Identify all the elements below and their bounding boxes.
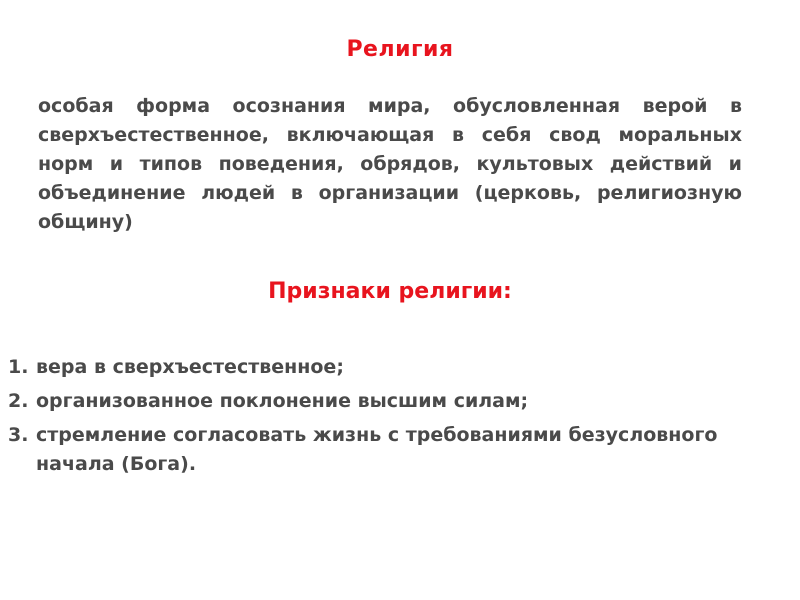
definition-text: особая форма осознания мира, обусловленная верой в сверхъестественное, включающая в себя свод моральных норм и типов поведения, обрядов, культовых действий и объединение людей в организации (церковь, религиозную общину) <box>38 95 742 233</box>
list-item <box>8 353 753 382</box>
list-item <box>8 387 753 416</box>
list-item-number: 1. <box>8 356 29 378</box>
list-item <box>8 421 753 479</box>
slide-title: Религия <box>346 37 454 62</box>
list-item-text: вера в сверхъестественное; <box>36 356 344 378</box>
list-item-number: 2. <box>8 390 29 412</box>
list-item-number: 3. <box>8 424 29 446</box>
list-item-text: организованное поклонение высшим силам; <box>36 390 529 412</box>
features-list <box>8 353 753 484</box>
list-item-text: стремление согласовать жизнь с требованиями безусловного начала (Бога). <box>36 424 718 475</box>
features-heading: Признаки религии: <box>268 279 512 304</box>
